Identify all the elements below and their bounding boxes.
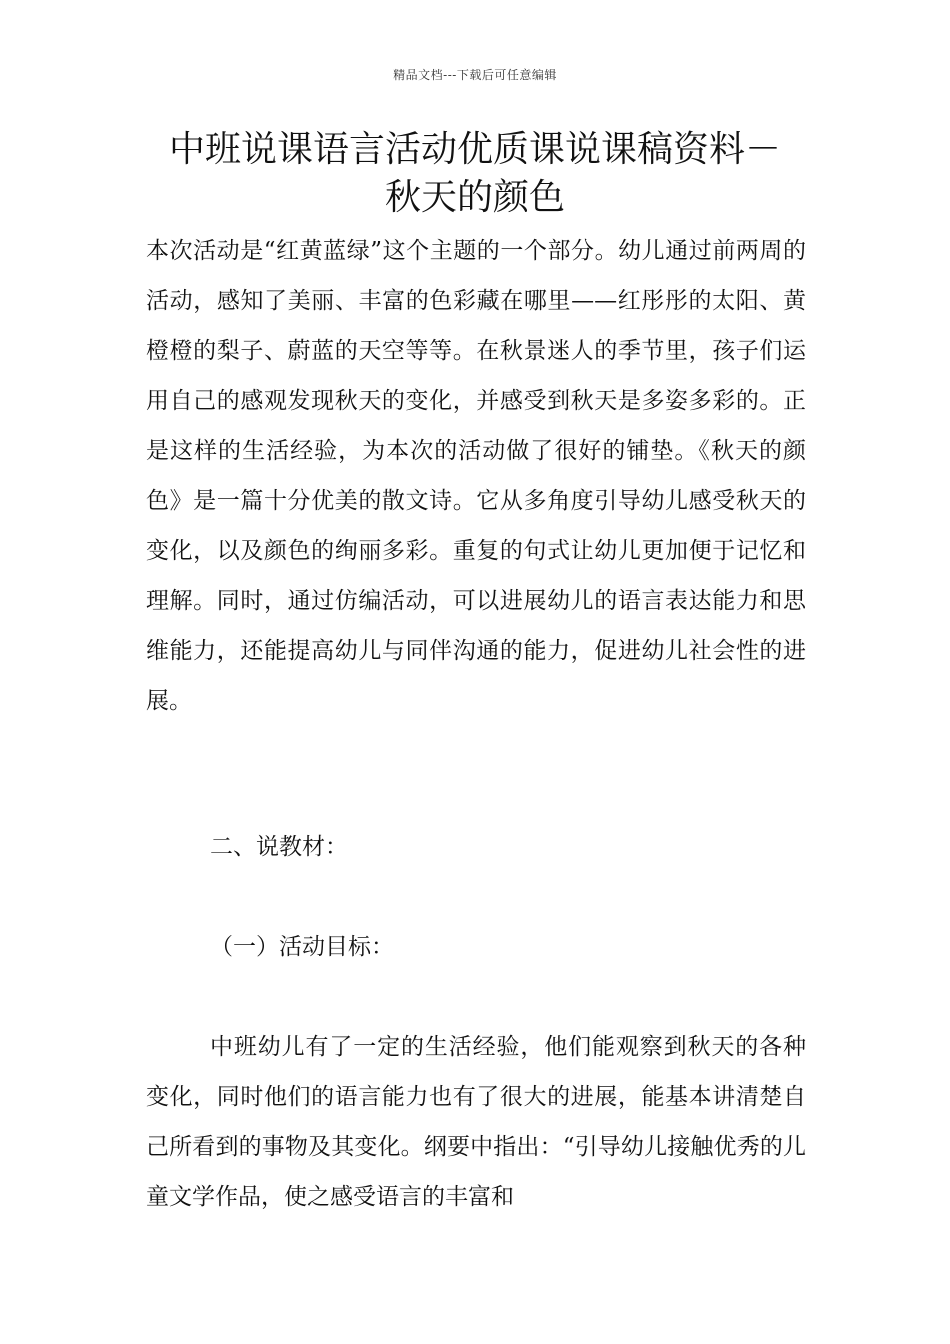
subsection-heading-activity-goals: （一）活动目标： <box>210 934 394 960</box>
goals-paragraph: 中班幼儿有了一定的生活经验，他们能观察到秋天的各种变化，同时他们的语言能力也有了很大的进展，能基本讲清楚自己所看到的事物及其变化。纲要中指出：“引导幼儿接触优秀的儿童文学作品，使之感受语言的丰富和 <box>146 1034 806 1210</box>
intro-paragraph: 本次活动是“红黄蓝绿”这个主题的一个部分。幼儿通过前两周的活动，感知了美丽、丰富的色彩藏在哪里——红彤彤的太阳、黄橙橙的梨子、蔚蓝的天空等等。在秋景迷人的季节里，孩子们运用自己的感观发现秋天的变化，并感受到秋天是多姿多彩的。正是这样的生活经验，为本次的活动做了很好的铺垫。《秋天的颜色》是一篇十分优美的散文诗。它从多角度引导幼儿感受秋天的变化，以及颜色的绚丽多彩。重复的句式让幼儿更加便于记忆和理解。同时，通过仿编活动，可以进展幼儿的语言表达能力和思维能力，还能提高幼儿与同伴沟通的能力，促进幼儿社会性的进展。 <box>146 238 806 714</box>
section-heading-teaching-material: 二、说教材： <box>210 834 348 860</box>
title-line-1: 中班说课语言活动优质课说课稿资料－ <box>168 129 781 170</box>
title-line-2: 秋天的颜色 <box>384 177 565 218</box>
document-title <box>130 126 820 222</box>
page-header-watermark: 精品文档---下载后可任意编辑 <box>393 68 557 82</box>
